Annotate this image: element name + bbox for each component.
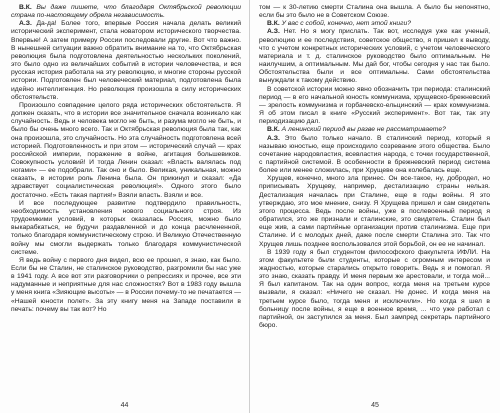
paragraph bbox=[11, 20, 241, 102]
paragraph bbox=[11, 200, 241, 257]
paragraph-text: Да-да! Более того, впервые Россия начала делать великий исторический эксперимент, стала новатором исторического творчества. Впервые! А затем примеру России последовали другие. Вот что важно. В нынешней ситуации важно обратить внимание на то, что Октябрьская революция была подготовлена деятельностью нескольких поколений, это было одно из величайших событий в истории человечества, и вся русская история работала на эту революцию, и многие стороны русской истории. Подготовлен был человеческий материал, подготовлена была идейно интеллигенция. Но революция произошла в силу исторических обстоятельств. bbox=[11, 20, 241, 101]
speaker-label: В.К. bbox=[267, 20, 280, 28]
speaker-label: В.К. bbox=[19, 4, 32, 11]
paragraph bbox=[259, 126, 490, 134]
page-number-left: 44 bbox=[120, 402, 129, 409]
paragraph bbox=[259, 28, 490, 85]
paragraph bbox=[259, 135, 490, 176]
paragraph-text: Нет. Но я могу прислать. Так вот, исследуя уже как ученый, революцию и ее последствия, советское общество, я пришел к выводу, что с учетом конкретных исторических условий, с учетом человеческого материала и т. д. сталинское руководство было оптимальным. Не наилучшим, а оптимальным. Мы дай бог, чтобы сегодня у нас так было. Обстоятельства были и все оптимальны. Сами обстоятельства вынуждали к такому действию. bbox=[259, 28, 490, 85]
paragraph-text: том — к 30-летию смерти Сталина она вышла. А было бы непонятно, если бы это было не в Советском Союзе. bbox=[259, 4, 490, 20]
speaker-label: А.З. bbox=[267, 28, 280, 36]
paragraph bbox=[259, 86, 490, 127]
paragraph-text: И все последующее развитие подтвердило правильность, необходимость установления нового социального строя. Из трудоемкими условий, в которых оказалась Россия, можно было выкарабкаться, не будучи раздавленной и до конца расчлененной, только благодаря коммунистическому строю. И Великую Отечественную войну мы смогли выдержать только благодаря коммунистической системе. bbox=[11, 199, 241, 256]
paragraph-text: Это было только начало. В сталинский период, который я называю юностью, еще происходило созревание этого общества. Было сочетание народовластия, всевластия народа, с точки государственной, с партийной системой. В особенности в брежневский период система более или менее сложилась, при Хрущеве она колебалась еще. bbox=[259, 134, 490, 175]
left-page-text bbox=[11, 4, 241, 314]
paragraph-text: В советской истории можно явно обозначить три периода: сталинский период — в его начальной юность коммунизма, хрущевско-брежневский — зрелость коммунизма и горбачевско-ельцинский — крах коммунизма. Я об этом писал в книге «Русский эксперимент». Вот так, так эту периодизацию дал. bbox=[259, 85, 490, 126]
right-page bbox=[250, 0, 500, 413]
paragraph bbox=[259, 249, 490, 331]
paragraph bbox=[259, 4, 490, 20]
paragraph-text: В 1939 году я был студентом философского факультета ИФЛИ. На этом факультете были студенты, которые с огромным интересом и жадностью, которые старались открыто говорить. Ведь я и помогал. Я это знаю, сказать правду. И меня первым же арестовали, и тогда мой... Я был капитаном. Так на один вопрос, когда меня на третьем курсе вызвали, я сказал: «Ничего не сказал. Не донес. И когда меня на третьем курсе было, тогда меня и исключили». Но когда я шел в больницу после войны, я еще в военное время, ... что уже работал с партийной, он заступился за меня. Был зампред секретарь партийного бюро. bbox=[259, 248, 490, 330]
paragraph-text: Произошло совпадение целого ряда исторических обстоятельств. Я должен сказать, что в истории все значительное сначала возникало как случайность. Ведь и человека могло не быть, и разума могло не быть, и было бы очень много всего. Так и Октябрьская революция была так, как она произошла, это случайность. Но эта случайность подготовлена всей историей. Подготовленность и при этом — исторический случай — крах российской империи, поражение в войне, агитация большевиков. Совокупность условий! И тогда Ленин сказал: «Власть валялась под ногами» — ее подобрали. Так оно и было. Великая, уникальная, можно сказать, в истории роль Ленина была. Он прикинул и сказал: «Да здравствует социалистическая революция!». Одного этого было достаточно. «Есть такая партия!» Взяли власть. Взяли и все. bbox=[11, 101, 241, 199]
right-page-text bbox=[259, 4, 490, 330]
paragraph-text: Хрущев, конечно, много зла принес. Он все-такое, ну, добродел, но приписывать Хрущеву, например, дестализацию страны нельзя. Дестализация началась при Сталине, еще в годы войны. Я это утверждаю, это мое мнение, снизу. Я Хрущева пришел и сам свидетель этого процесса. Ведь после войны, уже в послевоенный период я обратился, это же признали и сталинские, это свидетель. Сталин был еще жив, а сами партийные организации против сталинизма. Еще при Сталине. И с молодых дней, даже после смерти Сталина это. Так что Хрущев лишь позднее воспользовался этой борьбой, он ее не начинал. bbox=[259, 175, 490, 248]
paragraph bbox=[259, 175, 490, 248]
paragraph bbox=[11, 257, 241, 314]
paragraph-text: Вы даже пишете, что благодаря Октябрьской революции страна по-настоящему обрела независимость. bbox=[11, 4, 241, 20]
paragraph bbox=[11, 4, 241, 20]
paragraph-text: Я ведь войну с первого дня видел, всю ее прошел, я знаю, как было. Если бы не Сталин, не сталинское руководство, разгромили бы нас уже в 1941 году. А все вот эти разговорчики о репрессиях и прочее, все эти надуманные и неприятные для нас сложностях? Вот в 1983 году вышла у меня книга «Зияющие высоты» — в России почему-то не печатается — «Нашей юности полет». За эту книгу меня на Западе поставили в печать: почему вы так вот? Но bbox=[11, 256, 242, 313]
speaker-label: В.К. bbox=[267, 126, 280, 134]
paragraph-text: У вас с собой, конечно, нет этой книги? bbox=[281, 20, 412, 28]
paragraph-text: А ленинский период вы разве не рассматриваете? bbox=[281, 126, 446, 134]
paragraph bbox=[11, 102, 241, 200]
speaker-label: А.З. bbox=[267, 134, 280, 142]
page-number-right: 45 bbox=[371, 402, 379, 409]
speaker-label: А.З. bbox=[19, 20, 32, 28]
